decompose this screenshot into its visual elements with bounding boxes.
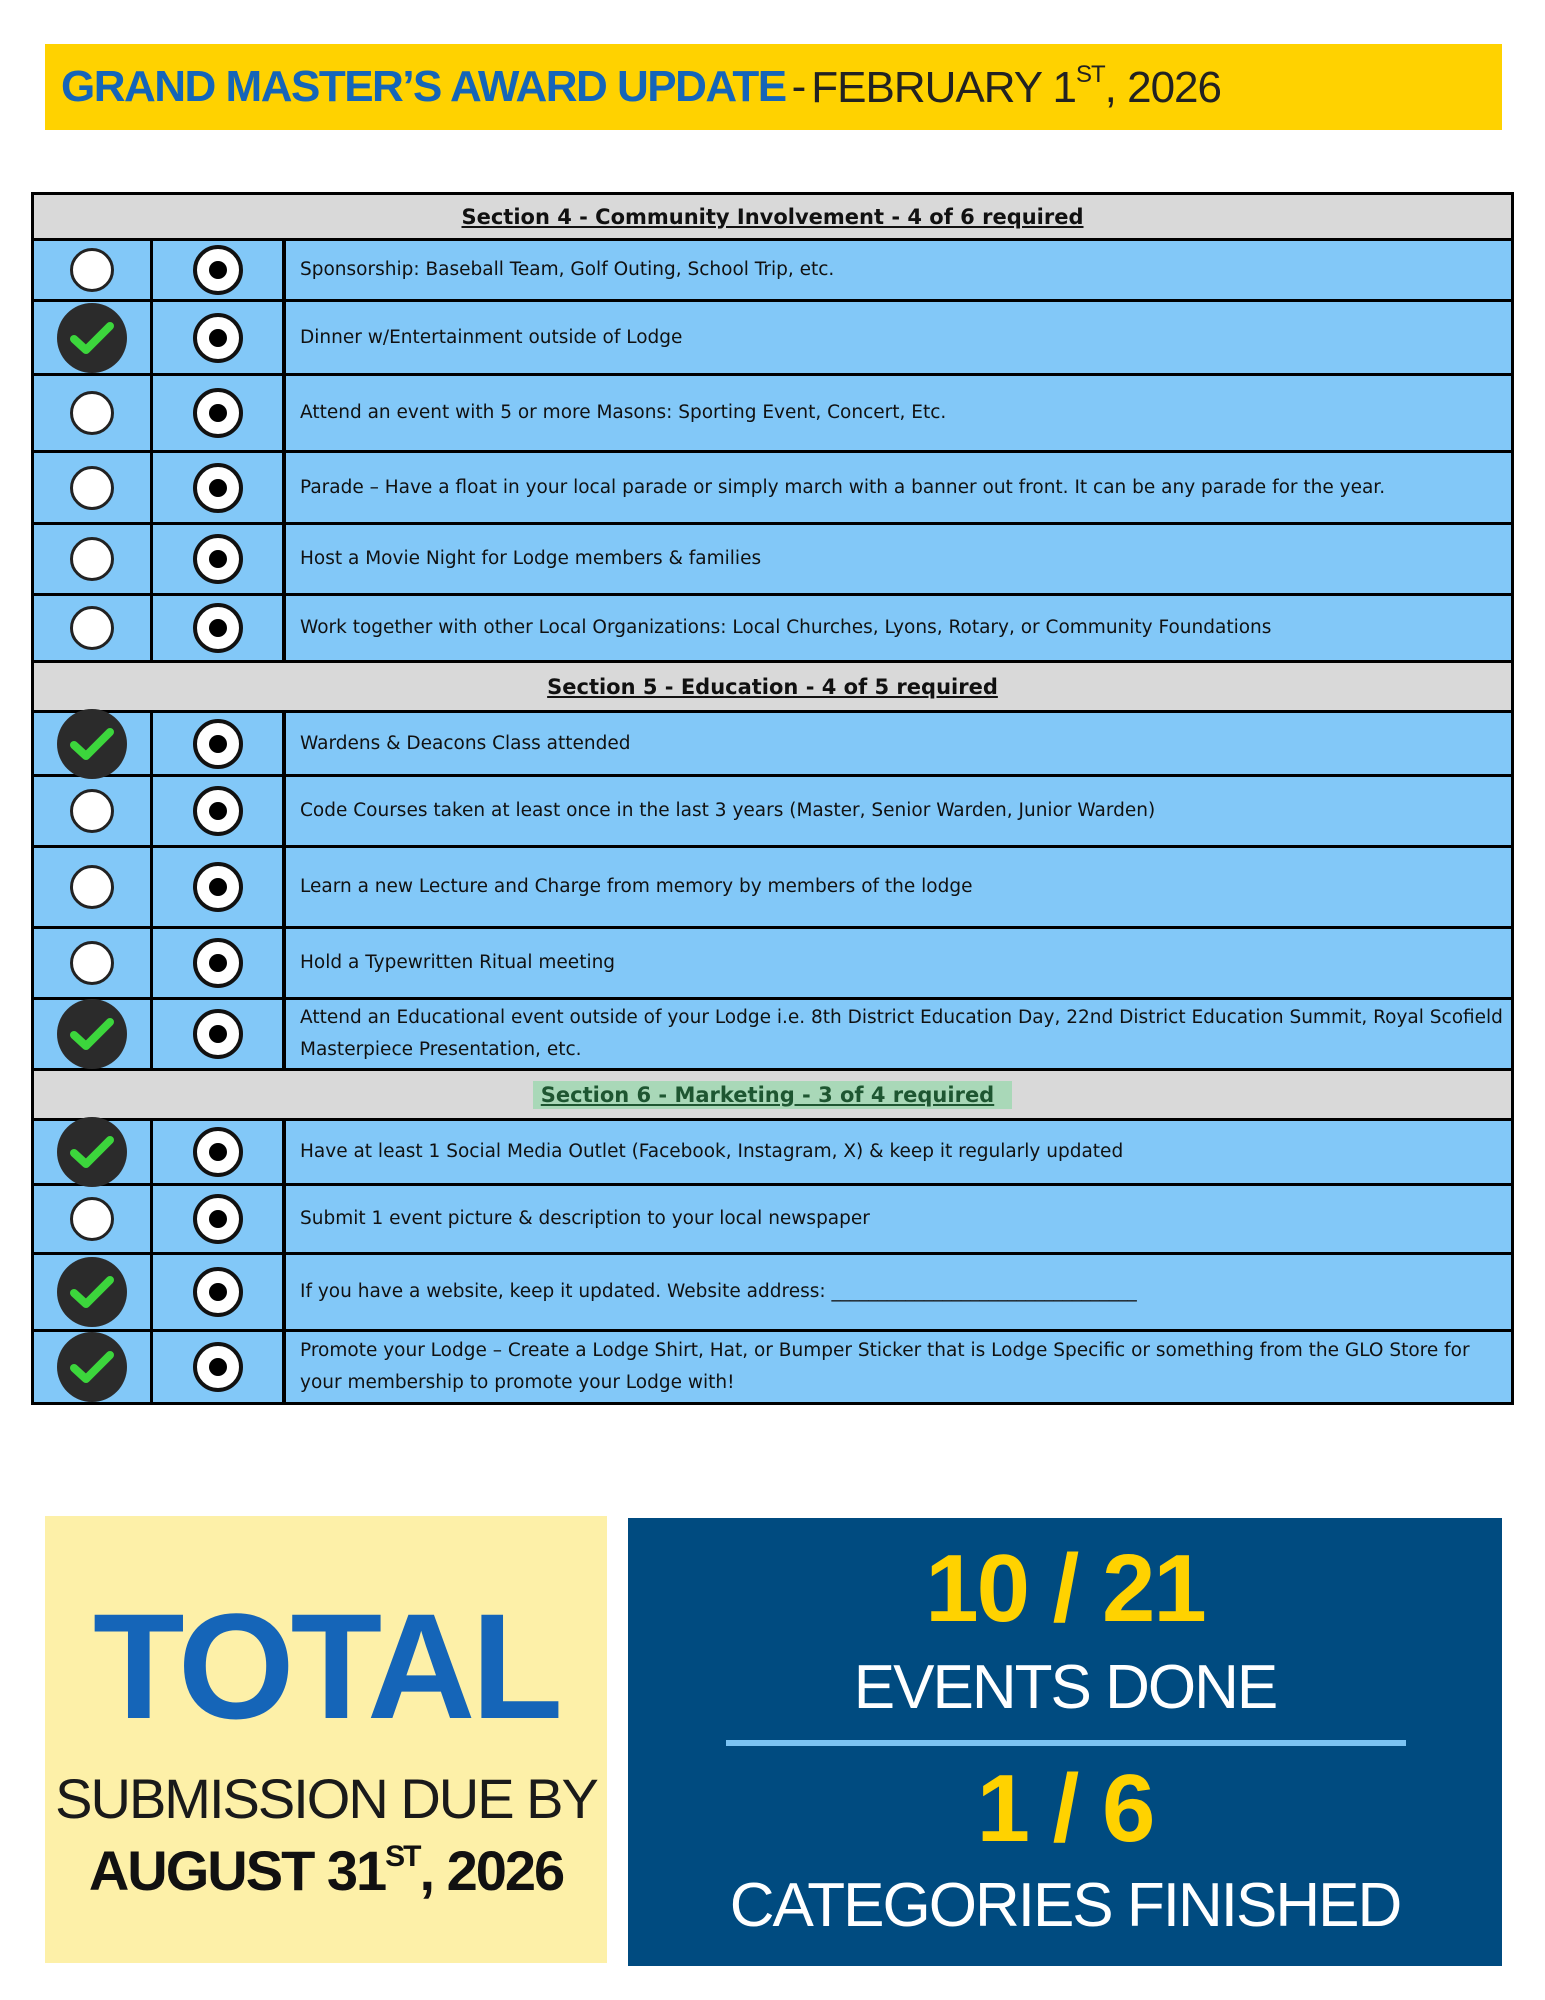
radio-dot [209,802,227,820]
checklist-row [34,713,1511,777]
radio-cell [153,713,286,774]
checklist-row [34,1332,1511,1405]
due-label: SUBMISSION DUE BY [55,1767,597,1830]
item-text: Sponsorship: Baseball Team, Golf Outing, School Trip, etc. [300,259,835,280]
radio-cell [153,929,286,997]
checklist-row [34,241,1511,302]
checklist-row [34,777,1511,848]
section-header [34,195,1511,241]
item-text: Attend an Educational event outside of your Lodge i.e. 8th District Education Day, 22nd District Education Summit, Royal Scofield Masterpiece Presentation, etc. [300,1007,1503,1060]
checkmark-icon[interactable] [57,999,127,1069]
checklist-row [34,376,1511,453]
checkmark-icon[interactable] [57,303,127,373]
section-header [34,1071,1511,1121]
radio-dot [209,329,227,347]
item-text: Promote your Lodge – Create a Lodge Shirt, Hat, or Bumper Sticker that is Lodge Specific or something from the GLO Store for your membership to promote your Lodge with! [300,1340,1470,1393]
radio-dot [209,261,227,279]
section-title: Section 4 - Community Involvement - 4 of 6 required [461,204,1084,229]
radio-dot [209,1143,227,1161]
checklist-row [34,929,1511,1000]
due-date-sup: ST [385,1840,420,1873]
status-cell [34,525,153,593]
radio-cell [153,302,286,373]
item-text: Wardens & Deacons Class attended [300,732,631,754]
empty-circle-icon[interactable] [70,606,114,650]
empty-circle-icon[interactable] [70,789,114,833]
checklist-table [31,192,1514,1405]
radio-dot [209,954,227,972]
checklist-row [34,453,1511,525]
radio-dot [209,404,227,422]
status-cell [34,302,153,373]
radio-dot [209,735,227,753]
categories-label: CATEGORIES FINISHED [729,1871,1401,1940]
section-title: Section 5 - Education - 4 of 5 required [547,674,998,699]
empty-circle-icon[interactable] [70,466,114,510]
item-text: Have at least 1 Social Media Outlet (Facebook, Instagram, X) & keep it regularly updated [300,1141,1124,1162]
item-text: Attend an event with 5 or more Masons: Sporting Event, Concert, Etc. [300,402,947,423]
radio-cell [153,1000,286,1068]
item-text: Submit 1 event picture & description to your local newspaper [300,1208,870,1229]
radio-button-icon[interactable] [193,534,243,584]
categories-count: 1 / 6 [976,1755,1154,1862]
banner-title: GRAND MASTER’S AWARD UPDATE [61,62,786,111]
status-cell [34,596,153,660]
radio-cell [153,1332,286,1402]
radio-dot [209,1358,227,1376]
status-cell [34,1000,153,1068]
status-cell [34,1186,153,1252]
radio-button-icon[interactable] [193,719,243,769]
radio-cell [153,376,286,450]
empty-circle-icon[interactable] [70,248,114,292]
radio-button-icon[interactable] [193,1127,243,1177]
status-cell [34,1332,153,1402]
checklist-row [34,596,1511,663]
checklist-row [34,1121,1511,1186]
item-text: If you have a website, keep it updated. Website address: _________________________________ [300,1281,1137,1302]
radio-cell [153,525,286,593]
radio-cell [153,1186,286,1252]
section-header [34,663,1511,713]
radio-cell [153,777,286,845]
page-banner [45,44,1502,130]
radio-button-icon[interactable] [193,1009,243,1059]
empty-circle-icon[interactable] [70,537,114,581]
checklist-row [34,302,1511,376]
banner-date [811,61,1221,113]
radio-cell [153,596,286,660]
radio-button-icon[interactable] [193,463,243,513]
item-text: Host a Movie Night for Lodge members & families [300,548,762,569]
status-cell [34,1121,153,1183]
item-text: Dinner w/Entertainment outside of Lodge [300,326,683,348]
status-cell [34,241,153,299]
checklist-row [34,1000,1511,1071]
checkmark-icon[interactable] [57,1257,127,1327]
status-cell [34,1255,153,1329]
section-title: Section 6 - Marketing - 3 of 4 required [533,1081,1012,1109]
empty-circle-icon[interactable] [70,865,114,909]
radio-dot [209,1283,227,1301]
item-text: Learn a new Lecture and Charge from memory by members of the lodge [300,876,973,897]
status-cell [34,929,153,997]
status-cell [34,376,153,450]
item-text: Code Courses taken at least once in the last 3 years (Master, Senior Warden, Junior Warden) [300,800,1156,821]
item-text: Parade – Have a float in your local parade or simply march with a banner out front. It can be any parade for the year. [300,476,1386,498]
due-date-year: , 2026 [419,1839,564,1902]
radio-dot [209,1210,227,1228]
radio-button-icon[interactable] [193,245,243,295]
checkmark-icon[interactable] [57,709,127,779]
banner-date-sup: ST [1075,61,1105,88]
status-cell [34,848,153,926]
radio-dot [209,1025,227,1043]
radio-button-icon[interactable] [193,603,243,653]
total-panel [45,1516,607,1963]
radio-button-icon[interactable] [193,388,243,438]
banner-year: , 2026 [1104,63,1221,112]
radio-button-icon[interactable] [193,313,243,363]
radio-dot [209,550,227,568]
empty-circle-icon[interactable] [70,391,114,435]
radio-button-icon[interactable] [193,786,243,836]
events-label: EVENTS DONE [853,1653,1277,1722]
checklist-row [34,1255,1511,1332]
status-cell [34,713,153,774]
total-title: TOTAL [92,1582,560,1750]
due-date-text: AUGUST 31 [88,1839,386,1902]
checkmark-icon[interactable] [57,1117,127,1187]
banner-date-text: FEBRUARY 1 [811,63,1076,112]
radio-dot [209,479,227,497]
radio-cell [153,241,286,299]
stats-divider [726,1740,1406,1746]
checklist-row [34,525,1511,596]
status-cell [34,777,153,845]
stats-panel [628,1518,1502,1966]
status-cell [34,453,153,522]
radio-cell [153,453,286,522]
empty-circle-icon[interactable] [70,941,114,985]
events-count: 10 / 21 [925,1535,1205,1642]
empty-circle-icon[interactable] [70,1197,114,1241]
radio-dot [209,878,227,896]
checklist-row [34,1186,1511,1255]
banner-dash: - [791,62,806,111]
item-text: Work together with other Local Organizations: Local Churches, Lyons, Rotary, or Community Foundations [300,617,1272,638]
radio-cell [153,848,286,926]
radio-button-icon[interactable] [193,1194,243,1244]
radio-cell [153,1121,286,1183]
radio-button-icon[interactable] [193,938,243,988]
item-text: Hold a Typewritten Ritual meeting [300,952,616,973]
radio-button-icon[interactable] [193,1267,243,1317]
checklist-row [34,848,1511,929]
radio-cell [153,1255,286,1329]
radio-dot [209,619,227,637]
radio-button-icon[interactable] [193,862,243,912]
radio-button-icon[interactable] [193,1342,243,1392]
due-date [45,1838,607,1903]
checkmark-icon[interactable] [57,1332,127,1402]
